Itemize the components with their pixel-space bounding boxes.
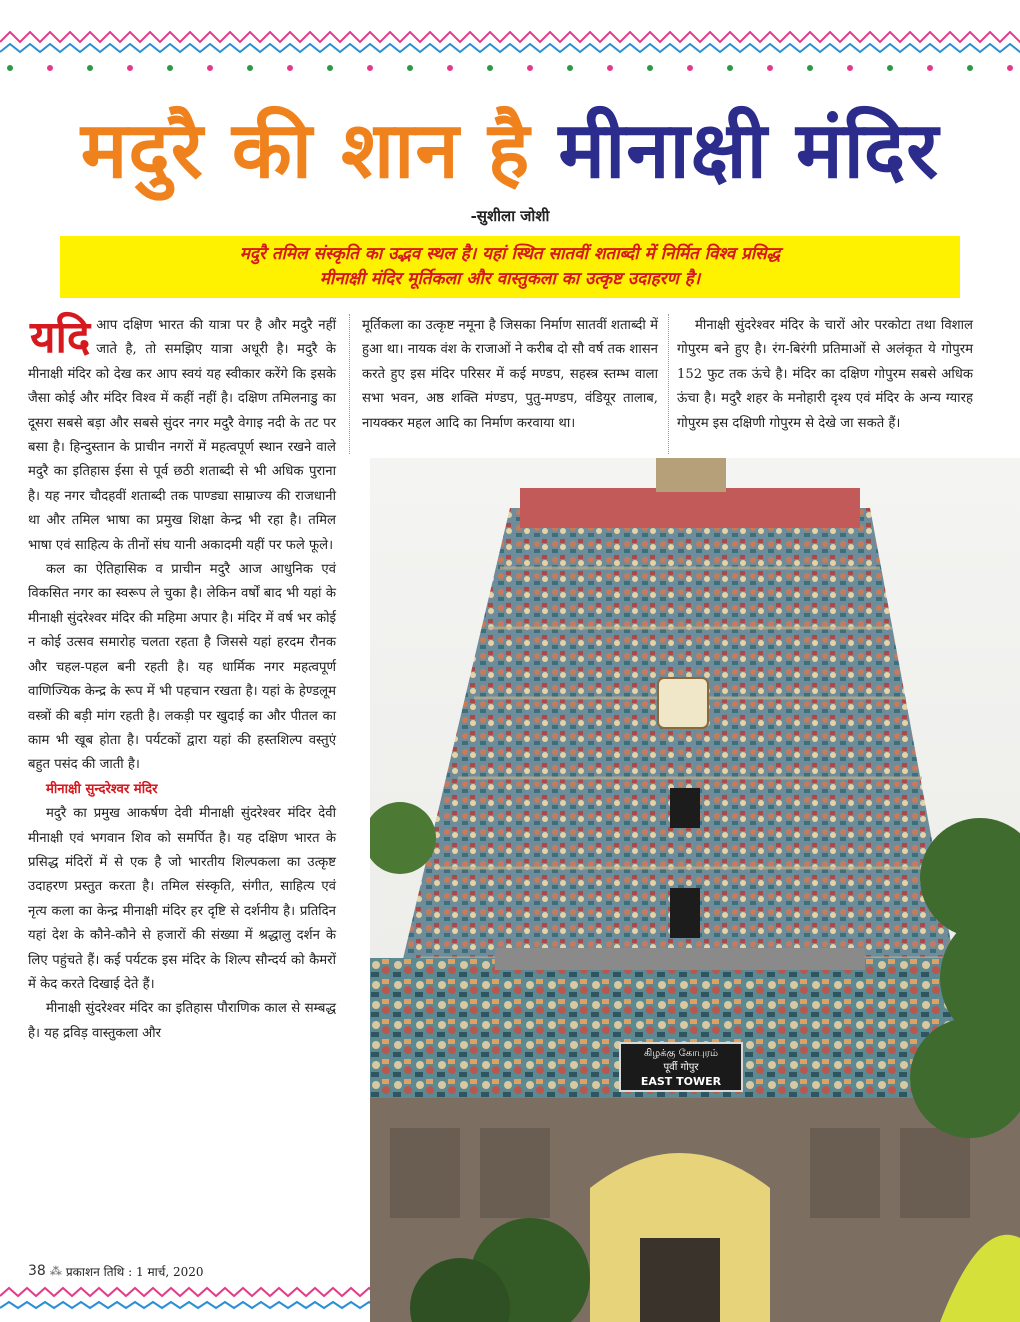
page-footer (28, 1262, 204, 1280)
article-title (0, 96, 1020, 206)
publication-date: प्रकाशन तिथि : 1 मार्च, 2020 (65, 1264, 204, 1279)
drop-cap: यदि (30, 312, 91, 363)
title-part-blue: मीनाक्षी मंदिर (558, 106, 940, 196)
gopuram-illustration (370, 458, 1020, 1322)
page-number: 38 (28, 1263, 46, 1279)
temple-gopuram-photo (370, 458, 1020, 1322)
paragraph: कल का ऐतिहासिक व प्राचीन मदुरै आज आधुनिक एवं विकसित नगर का स्वरूप ले चुका है। लेकिन वर्षों बाद भी यहां के मीनाक्षी सुंदरेश्वर मंदिर की महिमा अपार है। मंदिर में वर्ष भर कोई न कोई उत्सव समारोह चलता रहता है जिससे यहां हरदम रौनक और चहल-पहल बनी रहती है। यह धार्मिक नगर महत्वपूर्ण वाणिज्यिक केन्द्र के रूप में भी पहचान रखता है। यहां के हेण्डलूम वस्त्रों की बड़ी मांग रहती है। लकड़ी पर खुदाई का और पीतल का काम भी खूब होता है। पर्यटकों द्वारा यहां की हस्तशिल्प वस्तुएं बहुत पसंद की जाती है। (28, 562, 336, 773)
paragraph: मीनाक्षी सुंदरेश्वर मंदिर के चारों ओर परकोटा तथा विशाल गोपुरम बने हुए है। रंग-बिरंगी प्रतिमाओं से अलंकृत ये गोपुरम 152 फुट तक ऊंचे है। मंदिर का दक्षिण गोपुरम सबसे अधिक ऊंचा है। मदुरै शहर के मनोहारी दृश्य एवं मंदिर के अन्य ग्यारह गोपुरम इस दक्षिणी गोपुरम से देखे जा सकते हैं। (677, 318, 973, 431)
author-byline: -सुशीला जोशी (470, 207, 550, 225)
paragraph: मीनाक्षी सुंदरेश्वर मंदिर का इतिहास पौराणिक काल से सम्बद्ध है। यह द्रविड़ वास्तुकला और (28, 1001, 336, 1041)
paragraph (28, 314, 336, 558)
paragraph-text: आप दक्षिण भारत की यात्रा पर है और मदुरै नहीं जाते है, तो समझिए यात्रा अधूरी है। मदुरै के मीनाक्षी मंदिर को देख कर आप स्वयं यह स्वीकार करेंगे कि इसके जैसा कोई और मंदिर विश्व में कहीं नहीं है। दक्षिण तमिलनाडु का दूसरा सबसे बड़ा और सबसे सुंदर नगर मदुरै वेगाइ नदी के तट पर बसा है। हिन्दुस्तान के प्राचीन नगरों में महत्वपूर्ण स्थान रखने वाले मदुरै का इतिहास ईसा से पूर्व छठी शताब्दी से भी अधिक पुराना है। यह नगर चौदहवीं शताब्दी तक पाण्ड्या साम्राज्य की राजधानी था और तमिल भाषा का प्रमुख शिक्षा केन्द्र भी रहा है। तमिल भाषा एवं साहित्य के तीनों संघ यानी अकादमी यहीं पर फले फूले। (28, 318, 336, 553)
decorative-bottom-border (0, 1282, 370, 1322)
intro-highlight-box (60, 236, 960, 298)
paragraph: मदुरै का प्रमुख आकर्षण देवी मीनाक्षी सुंदरेश्वर मंदिर देवी मीनाक्षी एवं भगवान शिव को समर्पित है। यह दक्षिण भारत के प्रसिद्ध मंदिरों में से एक है जो भारतीय शिल्पकला का उत्कृष्ट उदाहरण प्रस्तुत करता है। तमिल संस्कृति, संगीत, साहित्य एवं नृत्य कला का केन्द्र मीनाक्षी मंदिर हर दृष्टि से दर्शनीय है। प्रतिदिन यहां देश के कौने-कौने से हजारों की संख्या में श्रद्धालु दर्शन के लिए पहुंचते हैं। कई पर्यटक इस मंदिर के शिल्प सौन्दर्य को कैमरों में केद करते दिखाई देते हैं। (28, 806, 336, 992)
section-heading: मीनाक्षी सुन्दरेश्वर मंदिर (46, 781, 158, 797)
intro-line-2: मीनाक्षी मंदिर मूर्तिकला और वास्तुकला का उत्कृष्ट उदाहरण है। (319, 269, 701, 289)
column-divider (668, 314, 669, 454)
text-column-3 (677, 314, 973, 436)
sign-hindi: पूर्वी गोपुर (663, 1062, 699, 1073)
text-column-1 (28, 314, 336, 1046)
text-column-2 (362, 314, 658, 436)
decorative-top-border (0, 28, 1020, 88)
ornament-icon: ⁂ (49, 1264, 62, 1278)
title-part-orange: मदुरै की शान है (80, 106, 531, 196)
sign-english: EAST TOWER (640, 1075, 722, 1088)
paragraph: मूर्तिकला का उत्कृष्ट नमूना है जिसका निर्माण सातवीं शताब्दी में हुआ था। नायक वंश के राजाओं ने करीब दो सौ वर्ष तक शासन करते हुए इस मंदिर परिसर में कई मण्डप, सहस्त्र स्तम्भ वाला सभा भवन, अष्ठ शक्ति मंण्डप, पुतु-मण्डप, वंडियूर तालाब, नायक्कर महल आदि का निर्माण करवाया था। (362, 318, 658, 431)
intro-line-1: मदुरै तमिल संस्कृति का उद्भव स्थल है। यहां स्थित सातवीं शताब्दी में निर्मित विश्व प्रसिद्ध (239, 244, 781, 264)
column-divider (349, 314, 350, 454)
sign-tamil: கிழக்கு கோபுரம் (643, 1048, 719, 1059)
